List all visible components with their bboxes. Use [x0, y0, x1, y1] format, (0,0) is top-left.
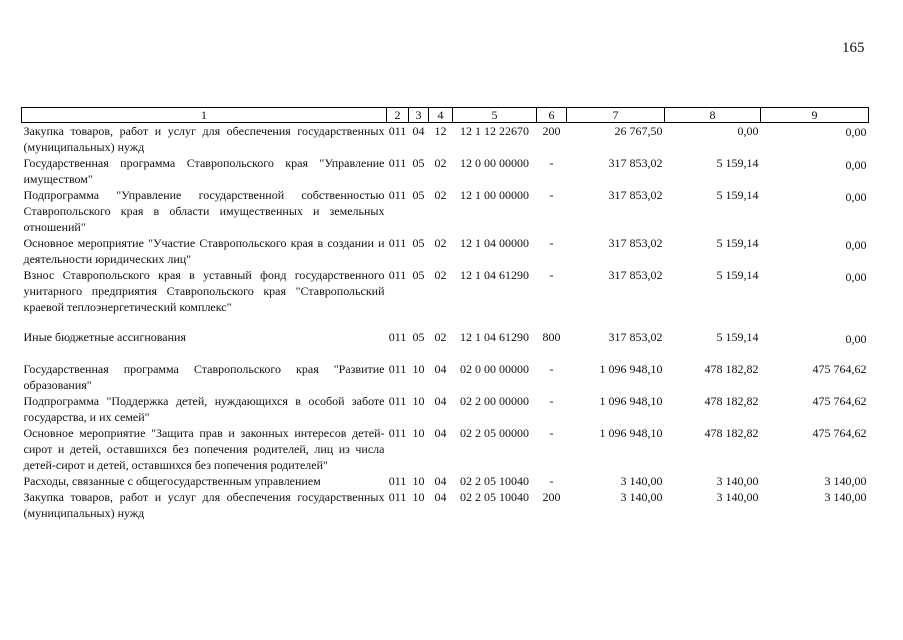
expense-type-code: - [549, 362, 554, 376]
subsection-code: 02 [434, 156, 447, 170]
section-code: 10 [412, 362, 425, 376]
target-article-code: 12 1 04 61290 [460, 268, 529, 282]
amount-col7: 1 096 948,10 [599, 362, 663, 376]
amount-col8: 478 182,82 [704, 362, 759, 376]
amount-col8: 5 159,14 [716, 330, 759, 344]
expense-type-code: - [549, 236, 554, 250]
ministry-code: 011 [388, 330, 407, 344]
amount-col9: 0,00 [845, 270, 867, 284]
amount-col7: 3 140,00 [620, 474, 663, 488]
table-row [22, 393, 869, 425]
amount-col7: 317 853,02 [608, 188, 663, 202]
subsection-code: 04 [434, 426, 447, 440]
amount-col8: 5 159,14 [716, 268, 759, 282]
column-number-header-row [22, 108, 869, 123]
expense-name: Государственная программа Ставропольского края "Управление имуществом" [23, 156, 385, 186]
target-article-code: 12 1 04 00000 [460, 236, 529, 250]
column-header: 8 [665, 108, 761, 123]
ministry-code: 011 [388, 362, 407, 376]
expense-name: Расходы, связанные с общегосударственным управлением [23, 474, 321, 488]
ministry-code: 011 [388, 474, 407, 488]
amount-col7: 1 096 948,10 [599, 394, 663, 408]
ministry-code: 011 [388, 394, 407, 408]
expense-name: Государственная программа Ставропольского края "Развитие образования" [23, 362, 385, 392]
amount-col9: 475 764,62 [812, 362, 867, 376]
amount-col7: 317 853,02 [608, 268, 663, 282]
section-code: 04 [412, 124, 425, 138]
amount-col9: 0,00 [845, 190, 867, 204]
amount-col7: 317 853,02 [608, 156, 663, 170]
target-article-code: 12 1 12 22670 [460, 124, 529, 138]
table-row [22, 347, 869, 393]
amount-col8: 5 159,14 [716, 236, 759, 250]
expense-name: Подпрограмма "Управление государственной собственностью Ставропольского края в области имущественных и земельных отношений" [23, 188, 385, 234]
expense-type-code: - [549, 426, 554, 440]
expense-type-code: 200 [542, 124, 561, 138]
amount-col8: 0,00 [737, 124, 759, 138]
column-header: 1 [22, 108, 387, 123]
subsection-code: 02 [434, 236, 447, 250]
table-row [22, 155, 869, 187]
target-article-code: 02 2 05 10040 [460, 474, 529, 488]
target-article-code: 12 0 00 00000 [460, 156, 529, 170]
expense-type-code: - [549, 474, 554, 488]
amount-col9: 0,00 [845, 125, 867, 139]
amount-col7: 3 140,00 [620, 490, 663, 504]
subsection-code: 02 [434, 330, 447, 344]
expense-name: Закупка товаров, работ и услуг для обеспечения государственных (муниципальных) нужд [23, 490, 385, 520]
subsection-code: 12 [434, 124, 447, 138]
amount-col8: 5 159,14 [716, 188, 759, 202]
amount-col8: 5 159,14 [716, 156, 759, 170]
amount-col7: 26 767,50 [614, 124, 663, 138]
amount-col7: 317 853,02 [608, 330, 663, 344]
ministry-code: 011 [388, 156, 407, 170]
expense-name: Закупка товаров, работ и услуг для обеспечения государственных (муниципальных) нужд [23, 124, 385, 154]
expense-type-code: - [549, 188, 554, 202]
table-row [22, 123, 869, 156]
subsection-code: 04 [434, 362, 447, 376]
expense-type-code: 200 [542, 490, 561, 504]
amount-col8: 3 140,00 [716, 474, 759, 488]
column-header: 4 [429, 108, 453, 123]
table-row [22, 315, 869, 347]
target-article-code: 02 2 05 00000 [460, 426, 529, 440]
amount-col8: 478 182,82 [704, 426, 759, 440]
ministry-code: 011 [388, 268, 407, 282]
section-code: 05 [412, 156, 425, 170]
target-article-code: 02 0 00 00000 [460, 362, 529, 376]
expense-type-code: - [549, 394, 554, 408]
section-code: 05 [412, 330, 425, 344]
expense-name: Основное мероприятие "Участие Ставропольского края в создании и деятельности юридических лиц" [23, 236, 385, 266]
section-code: 05 [412, 188, 425, 202]
target-article-code: 12 1 04 61290 [460, 330, 529, 344]
table-row [22, 267, 869, 315]
column-header: 5 [453, 108, 537, 123]
subsection-code: 04 [434, 394, 447, 408]
target-article-code: 12 1 00 00000 [460, 188, 529, 202]
amount-col7: 317 853,02 [608, 236, 663, 250]
expense-type-code: - [549, 268, 554, 282]
target-article-code: 02 2 00 00000 [460, 394, 529, 408]
subsection-code: 02 [434, 268, 447, 282]
amount-col9: 3 140,00 [824, 474, 867, 488]
column-header: 9 [761, 108, 869, 123]
subsection-code: 04 [434, 490, 447, 504]
table-row [22, 235, 869, 267]
expense-name: Иные бюджетные ассигнования [23, 330, 186, 344]
amount-col8: 3 140,00 [716, 490, 759, 504]
section-code: 10 [412, 490, 425, 504]
ministry-code: 011 [388, 236, 407, 250]
amount-col9: 475 764,62 [812, 394, 867, 408]
table-row [22, 473, 869, 489]
column-header: 7 [567, 108, 665, 123]
amount-col9: 475 764,62 [812, 426, 867, 440]
section-code: 10 [412, 474, 425, 488]
ministry-code: 011 [388, 188, 407, 202]
table-row [22, 187, 869, 235]
table-row [22, 425, 869, 473]
amount-col7: 1 096 948,10 [599, 426, 663, 440]
amount-col8: 478 182,82 [704, 394, 759, 408]
expense-name: Взнос Ставропольского края в уставный фонд государственного унитарного предприятия Ставропольского края "Ставропольский краевой теплоэнергетический комплекс" [23, 268, 385, 314]
ministry-code: 011 [388, 490, 407, 504]
section-code: 10 [412, 426, 425, 440]
column-header: 3 [409, 108, 429, 123]
column-header: 2 [387, 108, 409, 123]
amount-col9: 0,00 [845, 238, 867, 252]
subsection-code: 04 [434, 474, 447, 488]
expense-name: Основное мероприятие "Защита прав и законных интересов детей-сирот и детей, оставшихся без попечения родителей, лиц из числа детей-сирот и детей, оставшихся без попечения родителей" [23, 426, 385, 472]
section-code: 05 [412, 268, 425, 282]
section-code: 05 [412, 236, 425, 250]
table-row [22, 489, 869, 521]
target-article-code: 02 2 05 10040 [460, 490, 529, 504]
expense-type-code: 800 [542, 330, 561, 344]
section-code: 10 [412, 394, 425, 408]
budget-table [21, 107, 869, 521]
column-header: 6 [537, 108, 567, 123]
subsection-code: 02 [434, 188, 447, 202]
ministry-code: 011 [388, 426, 407, 440]
amount-col9: 3 140,00 [824, 490, 867, 504]
ministry-code: 011 [388, 124, 407, 138]
expense-type-code: - [549, 156, 554, 170]
amount-col9: 0,00 [845, 332, 867, 346]
amount-col9: 0,00 [845, 158, 867, 172]
expense-name: Подпрограмма "Поддержка детей, нуждающихся в особой заботе государства, и их семей" [23, 394, 385, 424]
page-number: 165 [842, 40, 865, 56]
